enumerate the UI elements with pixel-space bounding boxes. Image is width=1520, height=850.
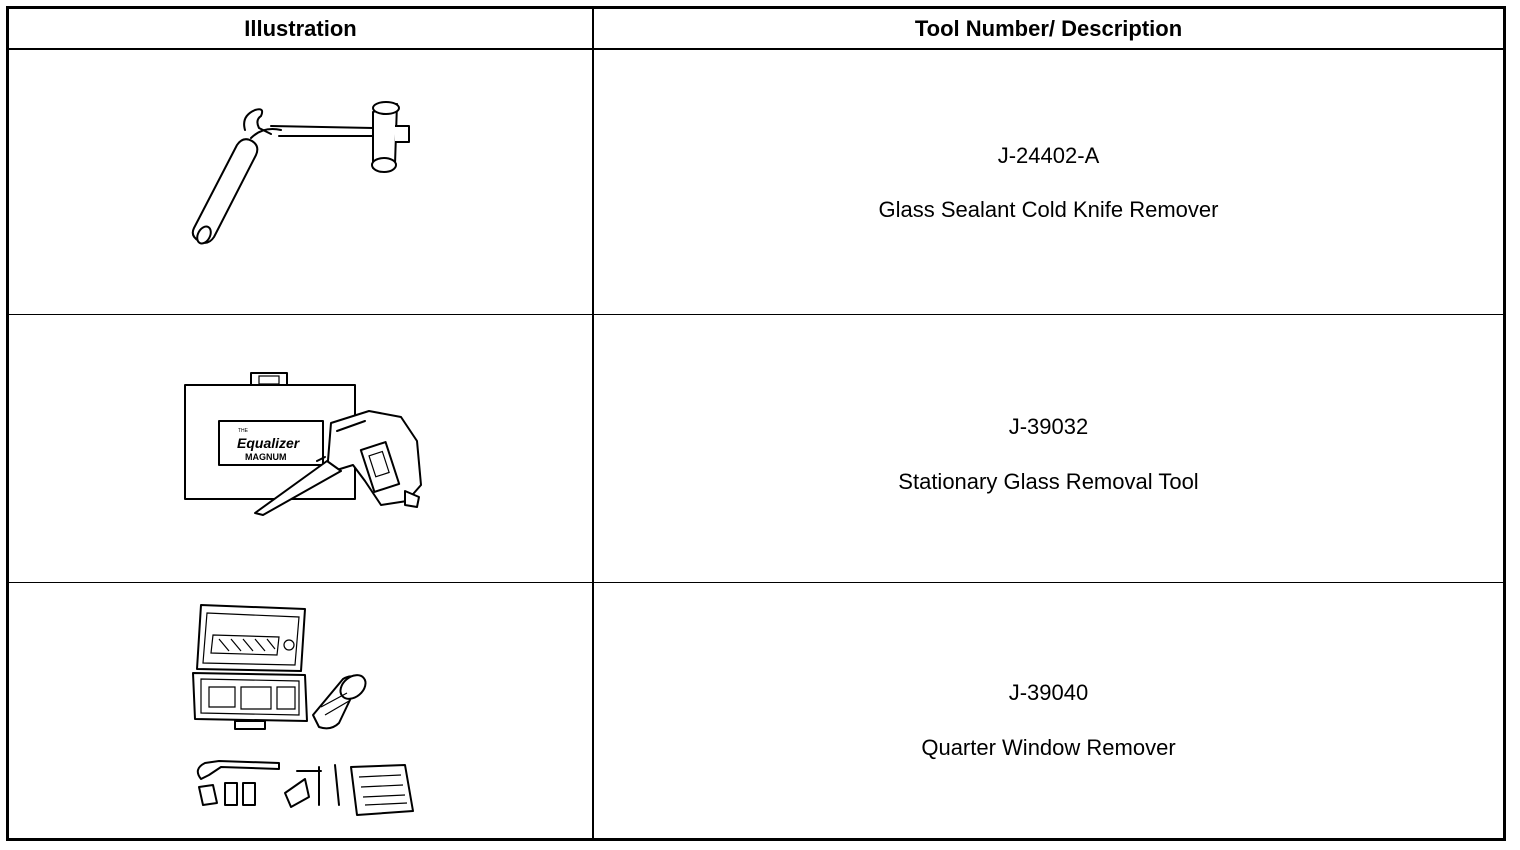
quarter-window-remover-kit-icon <box>9 583 592 838</box>
table-row <box>9 583 1503 838</box>
model-text: MAGNUM <box>245 452 287 462</box>
glass-removal-tool-icon <box>9 315 592 583</box>
header-tool-description: Tool Number/ Description <box>914 16 1183 41</box>
cold-knife-remover-icon <box>9 50 592 315</box>
brand-text: Equalizer <box>237 435 300 451</box>
brand-small-text: THE <box>238 428 248 434</box>
table-header <box>9 9 1503 50</box>
tool-number: J-39040 <box>1008 680 1089 705</box>
tool-description: Quarter Window Remover <box>921 735 1176 760</box>
header-illustration: Illustration <box>244 16 357 41</box>
tool-description: Stationary Glass Removal Tool <box>898 469 1199 494</box>
tool-description: Glass Sealant Cold Knife Remover <box>878 197 1219 222</box>
illustration-cell <box>9 583 592 838</box>
table-row <box>9 315 1503 583</box>
tool-number: J-24402-A <box>997 143 1100 168</box>
tool-description-cell <box>594 583 1503 838</box>
tool-number: J-39032 <box>1008 414 1089 439</box>
tool-description-cell <box>594 315 1503 582</box>
tool-description-cell <box>594 50 1503 314</box>
illustration-cell <box>9 50 592 314</box>
illustration-cell <box>9 315 592 582</box>
table-row <box>9 50 1503 315</box>
tool-table <box>6 6 1506 841</box>
